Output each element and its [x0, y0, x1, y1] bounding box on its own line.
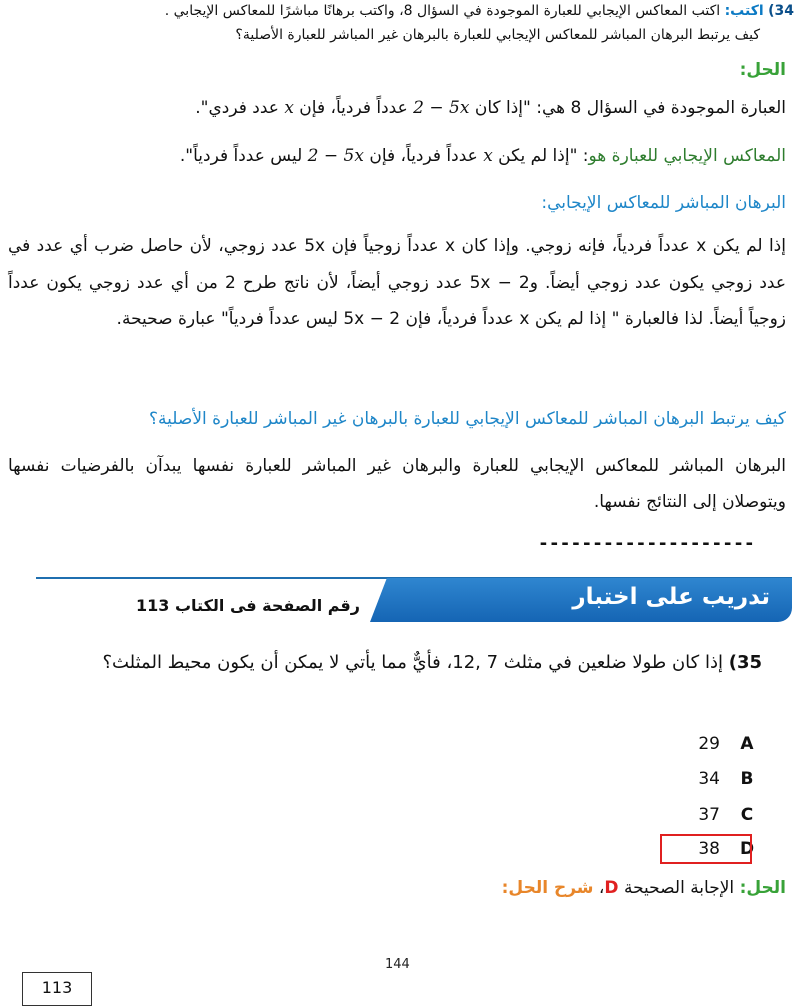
explanation-label: شرح الحل:	[501, 878, 594, 898]
answer-text: الإجابة الصحيحة	[618, 878, 740, 898]
question-number: 35)	[728, 652, 762, 673]
banner-title: تدريب على اختبار	[572, 584, 770, 610]
text: : "إذا لم يكن	[492, 146, 589, 166]
text: عدداً فردياً، فإن	[363, 146, 484, 166]
final-answer	[502, 878, 786, 898]
math-expression: 2 − 5x	[413, 98, 470, 118]
direct-proof-heading: البرهان المباشر للمعاكس الإيجابي:	[541, 193, 786, 213]
question-text: إذا كان طولا ضلعين في مثلث 7 ,12، فأيٌّ مما يأتي لا يمكن أن يكون محيط المثلث؟	[102, 652, 723, 673]
option-value: 37	[698, 805, 720, 825]
relation-question: كيف يرتبط البرهان المباشر للمعاكس الإيجابي للعبارة بالبرهان غير المباشر للعبارة الأصلية؟	[149, 409, 786, 429]
question-keyword: اكتب:	[724, 3, 764, 19]
correct-answer-highlight	[660, 834, 752, 864]
question-34	[6, 0, 794, 22]
option-a	[646, 728, 756, 760]
option-letter: D	[739, 839, 755, 859]
option-value: 29	[698, 734, 720, 754]
text: عدداً فردياً، فإن	[293, 98, 414, 118]
option-b	[646, 763, 756, 795]
answer-letter: D	[604, 878, 619, 898]
contrapositive-heading: المعاكس الإيجابي للعبارة هو	[588, 146, 786, 166]
option-c	[646, 799, 756, 831]
text: العبارة الموجودة في السؤال 8 هي: "إذا كان	[469, 98, 786, 118]
original-statement	[8, 92, 786, 124]
option-letter: B	[740, 769, 754, 789]
math-variable: x	[483, 146, 493, 166]
math-variable: x	[284, 98, 294, 118]
math-expression: 2 − 5x	[307, 146, 364, 166]
option-value: 34	[698, 769, 720, 789]
option-value: 38	[698, 839, 720, 859]
separator: ،	[593, 878, 605, 898]
text: عدد فردي".	[195, 98, 285, 118]
test-practice-banner	[370, 578, 792, 622]
book-page-reference: رقم الصفحة فى الكتاب 113	[135, 596, 360, 615]
relation-answer: البرهان المباشر للمعاكس الإيجابي للعبارة والبرهان غير المباشر للعبارة نفسها يبدآن بالفرضيات نفسها ويتوصلان إلى النتائج نفسها.	[8, 456, 786, 512]
question-35	[40, 646, 762, 680]
option-letter: A	[740, 734, 754, 754]
answer-label: الحل:	[739, 878, 786, 898]
direct-proof-body: إذا لم يكن x عدداً فردياً، فإنه زوجي. وإذا كان x عدداً زوجياً فإن 5x عدد زوجي، لأن حاصل ضرب أي عدد في عدد زوجي يكون عدد زوجي أيضاً. و2 − 5x عدد زوجي أيضاً، لأن ناتج طرح 2 من أي عدد زوجي يكون عدداً زوجياً أيضاً. لذا فالعبارة " إذا لم يكن x عدداً فردياً، فإن 2 − 5x ليس عدداً فردياً" عبارة صحيحة.	[8, 236, 786, 329]
contrapositive-statement	[8, 140, 786, 172]
question-text: اكتب المعاكس الإيجابي للعبارة الموجودة في السؤال 8، واكتب برهانًا مباشرًا للمعاكس الإيجابي .	[164, 3, 721, 19]
page-number: 144	[385, 957, 410, 972]
solution-label: الحل:	[739, 60, 786, 80]
book-page-box: 113	[22, 972, 92, 1006]
divider-dashes: --------------------	[538, 533, 755, 554]
option-letter: C	[740, 805, 754, 825]
question-number: 34)	[768, 3, 794, 19]
question-34-subquestion: كيف يرتبط البرهان المباشر للمعاكس الإيجابي للعبارة بالبرهان غير المباشر للعبارة الأصلية؟	[235, 27, 760, 43]
text: ليس عدداً فردياً".	[179, 146, 308, 166]
